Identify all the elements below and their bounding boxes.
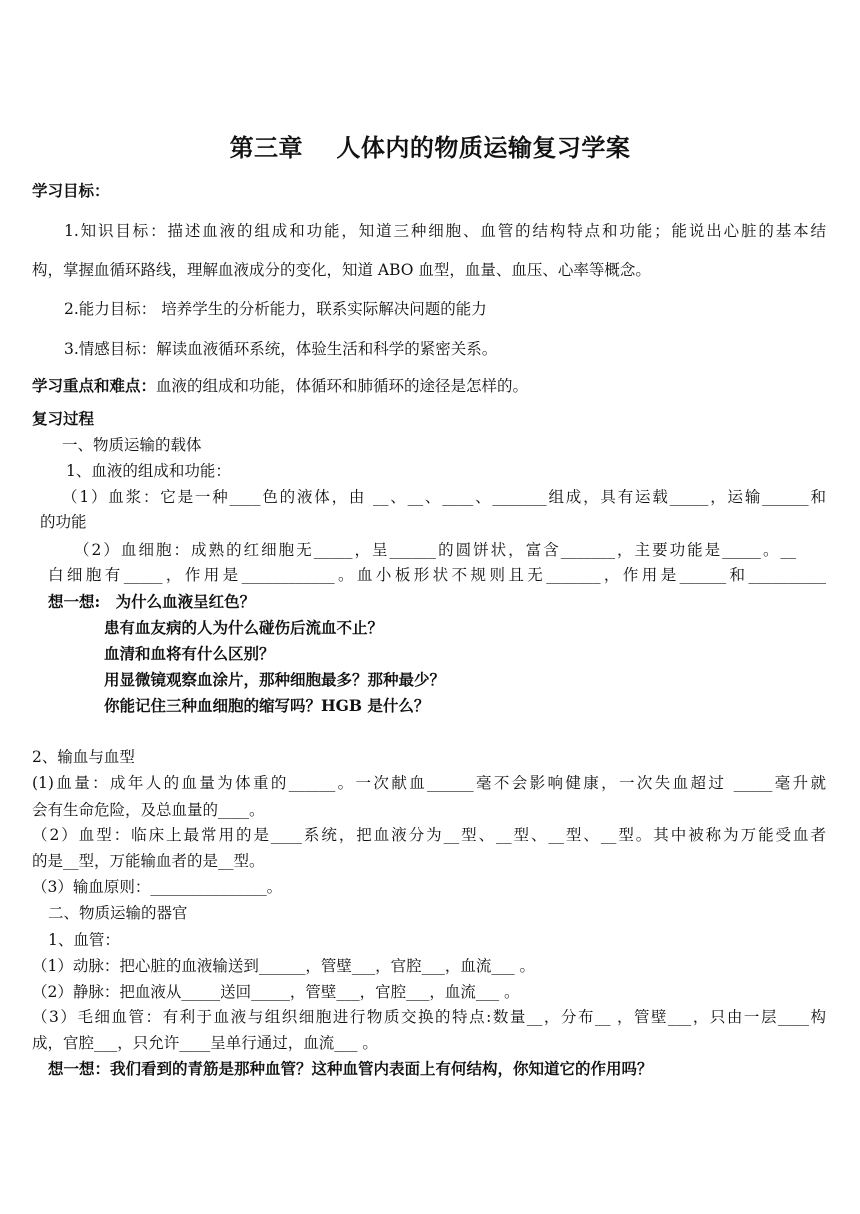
section-2-heading: 2、输血与血型 bbox=[32, 748, 135, 766]
think-2-question: 想一想：我们看到的青筋是那种血管？这种血管内表面上有何结构，你知道它的作用吗？ bbox=[48, 1059, 653, 1078]
think-1-row bbox=[48, 591, 255, 613]
think-1-question-4: 用显微镜观察血涂片，那种细胞最多？那种最少？ bbox=[104, 670, 446, 689]
cells-line2: 白细胞有_____，作用是____________。血小板形状不规则且无_______，作用是______和__________ bbox=[48, 566, 826, 584]
think-1-label: 想一想: bbox=[48, 592, 101, 611]
section-1-heading: 一、物质运输的载体 bbox=[62, 436, 202, 454]
think-1-question-2: 患有血友病的人为什么碰伤后流血不止？ bbox=[104, 618, 384, 637]
volume-line1: (1)血量：成年人的血量为体重的______。一次献血______毫不会影响健康，一次失血超过 _____毫升就 bbox=[32, 774, 826, 792]
volume-line2: 会有生命危险，及总血量的____。 bbox=[32, 801, 265, 819]
process-heading: 复习过程 bbox=[32, 409, 95, 428]
think-1-question-1: 为什么血液呈红色？ bbox=[115, 592, 256, 611]
objective-ability: 2.能力目标： 培养学生的分析能力，联系实际解决问题的能力 bbox=[64, 300, 487, 318]
bloodtype-line2: 的是__型，万能输血者的是__型。 bbox=[32, 852, 265, 870]
capillary-line2: 成，官腔___，只允许____呈单行通过，血流___ 。 bbox=[32, 1034, 378, 1052]
vein-line: （2）静脉：把血液从_____送回_____，管壁___，官腔___，血流___ 。 bbox=[32, 983, 520, 1001]
focus-text: 血液的组成和功能，体循环和肺循环的途径是怎样的。 bbox=[156, 377, 529, 395]
plasma-line2: 的功能 bbox=[40, 513, 87, 531]
focus-label: 学习重点和难点： bbox=[32, 376, 157, 395]
objective-knowledge-line1: 1.知识目标：描述血液的组成和功能，知道三种细胞、血管的结构特点和功能；能说出心脏的基本结 bbox=[64, 222, 826, 240]
objective-emotion: 3.情感目标：解读血液循环系统，体验生活和科学的紧密关系。 bbox=[64, 340, 498, 358]
plasma-line1: （1）血浆：它是一种____色的液体，由 __、__、____、_______组成，具有运载_____，运输______和 bbox=[62, 488, 826, 506]
think-1-question-3: 血清和血将有什么区别？ bbox=[104, 644, 275, 663]
objective-knowledge-line2: 构，掌握血循环路线，理解血液成分的变化，知道 ABO 血型，血量、血压、心率等概念。 bbox=[32, 261, 651, 279]
subsection-blood: 1、血液的组成和功能： bbox=[66, 462, 231, 480]
objectives-heading: 学习目标： bbox=[32, 181, 110, 200]
capillary-line1: （3）毛细血管：有利于血液与组织细胞进行物质交换的特点:数量__，分布__ ，管壁___，只由一层____构 bbox=[32, 1008, 826, 1026]
artery-line: （1）动脉：把心脏的血液输送到______，管壁___，官腔___，血流___ 。 bbox=[32, 957, 536, 975]
subsection-vessels: 1、血管： bbox=[48, 931, 120, 949]
bloodtype-line1: （2）血型：临床上最常用的是____系统，把血液分为__型、__型、__型、__型。其中被称为万能受血者 bbox=[32, 826, 826, 844]
section-3-heading: 二、物质运输的器官 bbox=[48, 904, 188, 922]
page-title: 第三章 人体内的物质运输复习学案 bbox=[229, 133, 631, 162]
focus-line bbox=[32, 375, 528, 397]
cells-line1: （2）血细胞：成熟的红细胞无_____，呈______的圆饼状，富含_______，主要功能是_____。__ bbox=[74, 541, 796, 559]
transfusion-principle: （3）输血原则：_______________。 bbox=[32, 878, 283, 896]
think-1-question-5: 你能记住三种血细胞的缩写吗？HGB 是什么？ bbox=[104, 696, 430, 715]
